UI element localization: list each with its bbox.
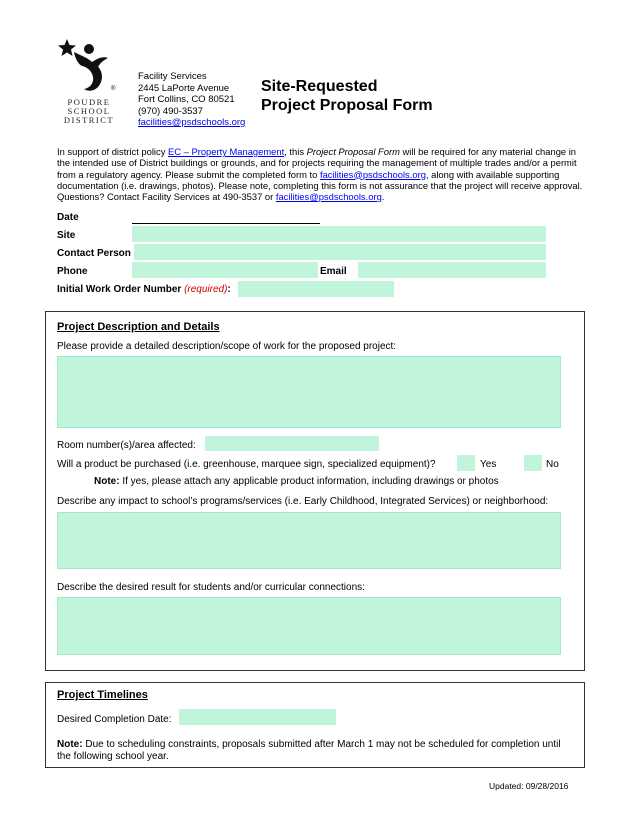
title-line-1: Site-Requested [261, 78, 378, 95]
product-note [94, 476, 499, 487]
intro-email-link[interactable]: facilities@psdschools.org [319, 168, 426, 180]
site-label: Site [57, 230, 76, 241]
project-description-title: Project Description and Details [57, 321, 220, 333]
work-order-input[interactable] [238, 281, 394, 297]
completion-date-label: Desired Completion Date: [57, 714, 172, 725]
logo-line-1: POUDRE [67, 97, 111, 107]
yes-checkbox[interactable] [457, 455, 475, 471]
description-prompt: Please provide a detailed description/scope of work for the proposed project: [57, 341, 397, 352]
intro-text-1: In support of district policy [57, 146, 168, 157]
phone-input[interactable] [132, 262, 318, 278]
project-timelines-title: Project Timelines [57, 689, 148, 701]
impact-prompt: Describe any impact to school’s programs/services (i.e. Early Childhood, Integrated Services) or neighborhood: [57, 496, 549, 507]
no-checkbox[interactable] [524, 455, 542, 471]
contact-person-label: Contact Person [57, 248, 131, 259]
title-line-2: Project Proposal Form [261, 97, 433, 114]
intro-email-link-2[interactable]: facilities@psdschools.org [275, 191, 382, 203]
logo-line-2: SCHOOL [67, 106, 111, 116]
completion-date-input[interactable] [179, 709, 336, 725]
result-textarea[interactable] [57, 597, 561, 655]
updated-date: Updated: 09/28/2016 [489, 781, 569, 791]
address-phone: (970) 490-3537 [138, 105, 203, 117]
contact-person-input[interactable] [134, 244, 546, 260]
policy-link[interactable]: EC – Property Management [168, 146, 285, 157]
work-order-colon: : [227, 284, 231, 295]
address-block [138, 71, 258, 129]
intro-text-3: will be required for any material change in the intended use of District buildings or grounds, and for projects requiring the management of multiple trades and/or a permit from a regulatory agency. Please submit the completed form to [57, 146, 577, 180]
room-input[interactable] [205, 436, 379, 451]
product-note-bold: Note: [94, 476, 120, 487]
intro-paragraph [57, 146, 587, 202]
work-order-label-text: Initial Work Order Number [57, 284, 185, 295]
required-marker: (required) [184, 284, 228, 295]
site-input[interactable] [132, 226, 546, 242]
logo-line-3: DISTRICT [63, 115, 115, 125]
address-city: Fort Collins, CO 80521 [138, 94, 235, 105]
email-label: Email [320, 266, 347, 277]
phone-label: Phone [57, 266, 88, 277]
impact-textarea[interactable] [57, 512, 561, 569]
room-label: Room number(s)/area affected: [57, 440, 196, 451]
no-label: No [546, 459, 559, 470]
address-dept: Facility Services [138, 71, 207, 82]
intro-text-2: , this [284, 146, 307, 157]
date-label: Date [57, 212, 79, 223]
intro-form-name: Project Proposal Form [306, 146, 400, 157]
timeline-note-bold: Note: [57, 739, 83, 750]
work-order-label [57, 284, 231, 295]
address-street: 2445 LaPorte Avenue [138, 82, 230, 94]
intro-text-4: , along with available supporting documentation (i.e. drawings, photos). Please note, completing this form is not assurance that the project will receive approval. Questions? Contact Facility Services at 490-3537 or [57, 168, 583, 203]
district-logo [56, 36, 122, 128]
email-input[interactable] [358, 262, 546, 278]
registered-mark: ® [111, 86, 116, 92]
result-prompt: Describe the desired result for students and/or curricular connections: [57, 582, 365, 593]
intro-text-5: . [381, 191, 385, 203]
timeline-note [57, 739, 577, 763]
description-textarea[interactable] [57, 356, 561, 428]
yes-label: Yes [480, 459, 497, 470]
date-input[interactable] [132, 211, 320, 224]
page-title [261, 77, 501, 115]
timeline-note-text: Due to scheduling constraints, proposals submitted after March 1 may not be scheduled for completion until the following school year. [57, 739, 561, 762]
address-email-link[interactable]: facilities@psdschools.org [138, 117, 246, 128]
product-note-text: If yes, please attach any applicable product information, including drawings or photos [119, 476, 499, 487]
product-question: Will a product be purchased (i.e. greenhouse, marquee sign, specialized equipment)? [57, 459, 436, 470]
